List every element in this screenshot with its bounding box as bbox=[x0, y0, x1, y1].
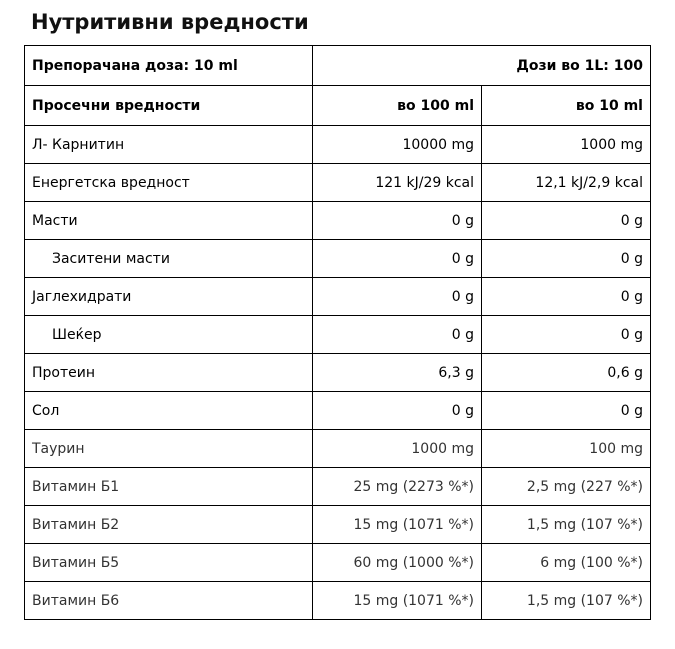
header-row bbox=[25, 86, 651, 126]
value-per-10ml: 1,5 mg (107 %*) bbox=[482, 582, 651, 620]
dose-row bbox=[25, 46, 651, 86]
nutrient-name: Витамин Б6 bbox=[25, 582, 313, 620]
value-per-10ml: 0 g bbox=[482, 202, 651, 240]
value-per-10ml: 100 mg bbox=[482, 430, 651, 468]
servings-per-liter: Дози во 1L: 100 bbox=[313, 46, 651, 86]
table-row bbox=[25, 430, 651, 468]
nutrient-name: Протеин bbox=[25, 354, 313, 392]
header-per-10ml: во 10 ml bbox=[482, 86, 651, 126]
value-per-100ml: 10000 mg bbox=[313, 126, 482, 164]
table-row bbox=[25, 582, 651, 620]
nutrient-name: Витамин Б1 bbox=[25, 468, 313, 506]
table-row bbox=[25, 392, 651, 430]
nutrient-name: Јаглехидрати bbox=[25, 278, 313, 316]
value-per-100ml: 25 mg (2273 %*) bbox=[313, 468, 482, 506]
value-per-10ml: 0,6 g bbox=[482, 354, 651, 392]
nutrient-name: Масти bbox=[25, 202, 313, 240]
value-per-100ml: 121 kJ/29 kcal bbox=[313, 164, 482, 202]
table-row bbox=[25, 240, 651, 278]
value-per-100ml: 6,3 g bbox=[313, 354, 482, 392]
table-row bbox=[25, 468, 651, 506]
value-per-10ml: 2,5 mg (227 %*) bbox=[482, 468, 651, 506]
nutrient-name: Шеќер bbox=[25, 316, 313, 354]
header-per-100ml: во 100 ml bbox=[313, 86, 482, 126]
recommended-dose: Препорачана доза: 10 ml bbox=[25, 46, 313, 86]
value-per-100ml: 1000 mg bbox=[313, 430, 482, 468]
page-title: Нутритивни вредности bbox=[31, 10, 309, 34]
value-per-10ml: 1,5 mg (107 %*) bbox=[482, 506, 651, 544]
nutrient-name: Л- Карнитин bbox=[25, 126, 313, 164]
value-per-10ml: 1000 mg bbox=[482, 126, 651, 164]
value-per-100ml: 0 g bbox=[313, 202, 482, 240]
value-per-10ml: 0 g bbox=[482, 278, 651, 316]
value-per-10ml: 0 g bbox=[482, 392, 651, 430]
table-row bbox=[25, 202, 651, 240]
value-per-100ml: 60 mg (1000 %*) bbox=[313, 544, 482, 582]
nutrient-name: Витамин Б2 bbox=[25, 506, 313, 544]
value-per-100ml: 0 g bbox=[313, 278, 482, 316]
nutrient-name: Таурин bbox=[25, 430, 313, 468]
table-row bbox=[25, 354, 651, 392]
nutrient-name: Енергетска вредност bbox=[25, 164, 313, 202]
value-per-100ml: 15 mg (1071 %*) bbox=[313, 582, 482, 620]
table-row bbox=[25, 278, 651, 316]
nutrient-name: Заситени масти bbox=[25, 240, 313, 278]
value-per-100ml: 0 g bbox=[313, 392, 482, 430]
value-per-100ml: 0 g bbox=[313, 240, 482, 278]
table-row bbox=[25, 316, 651, 354]
table-row bbox=[25, 544, 651, 582]
value-per-10ml: 0 g bbox=[482, 240, 651, 278]
value-per-100ml: 0 g bbox=[313, 316, 482, 354]
nutrition-table bbox=[24, 45, 651, 620]
table-row bbox=[25, 126, 651, 164]
table-row bbox=[25, 164, 651, 202]
value-per-100ml: 15 mg (1071 %*) bbox=[313, 506, 482, 544]
nutrient-name: Витамин Б5 bbox=[25, 544, 313, 582]
table-row bbox=[25, 506, 651, 544]
value-per-10ml: 12,1 kJ/2,9 kcal bbox=[482, 164, 651, 202]
nutrient-name: Сол bbox=[25, 392, 313, 430]
value-per-10ml: 6 mg (100 %*) bbox=[482, 544, 651, 582]
header-average-values: Просечни вредности bbox=[25, 86, 313, 126]
value-per-10ml: 0 g bbox=[482, 316, 651, 354]
